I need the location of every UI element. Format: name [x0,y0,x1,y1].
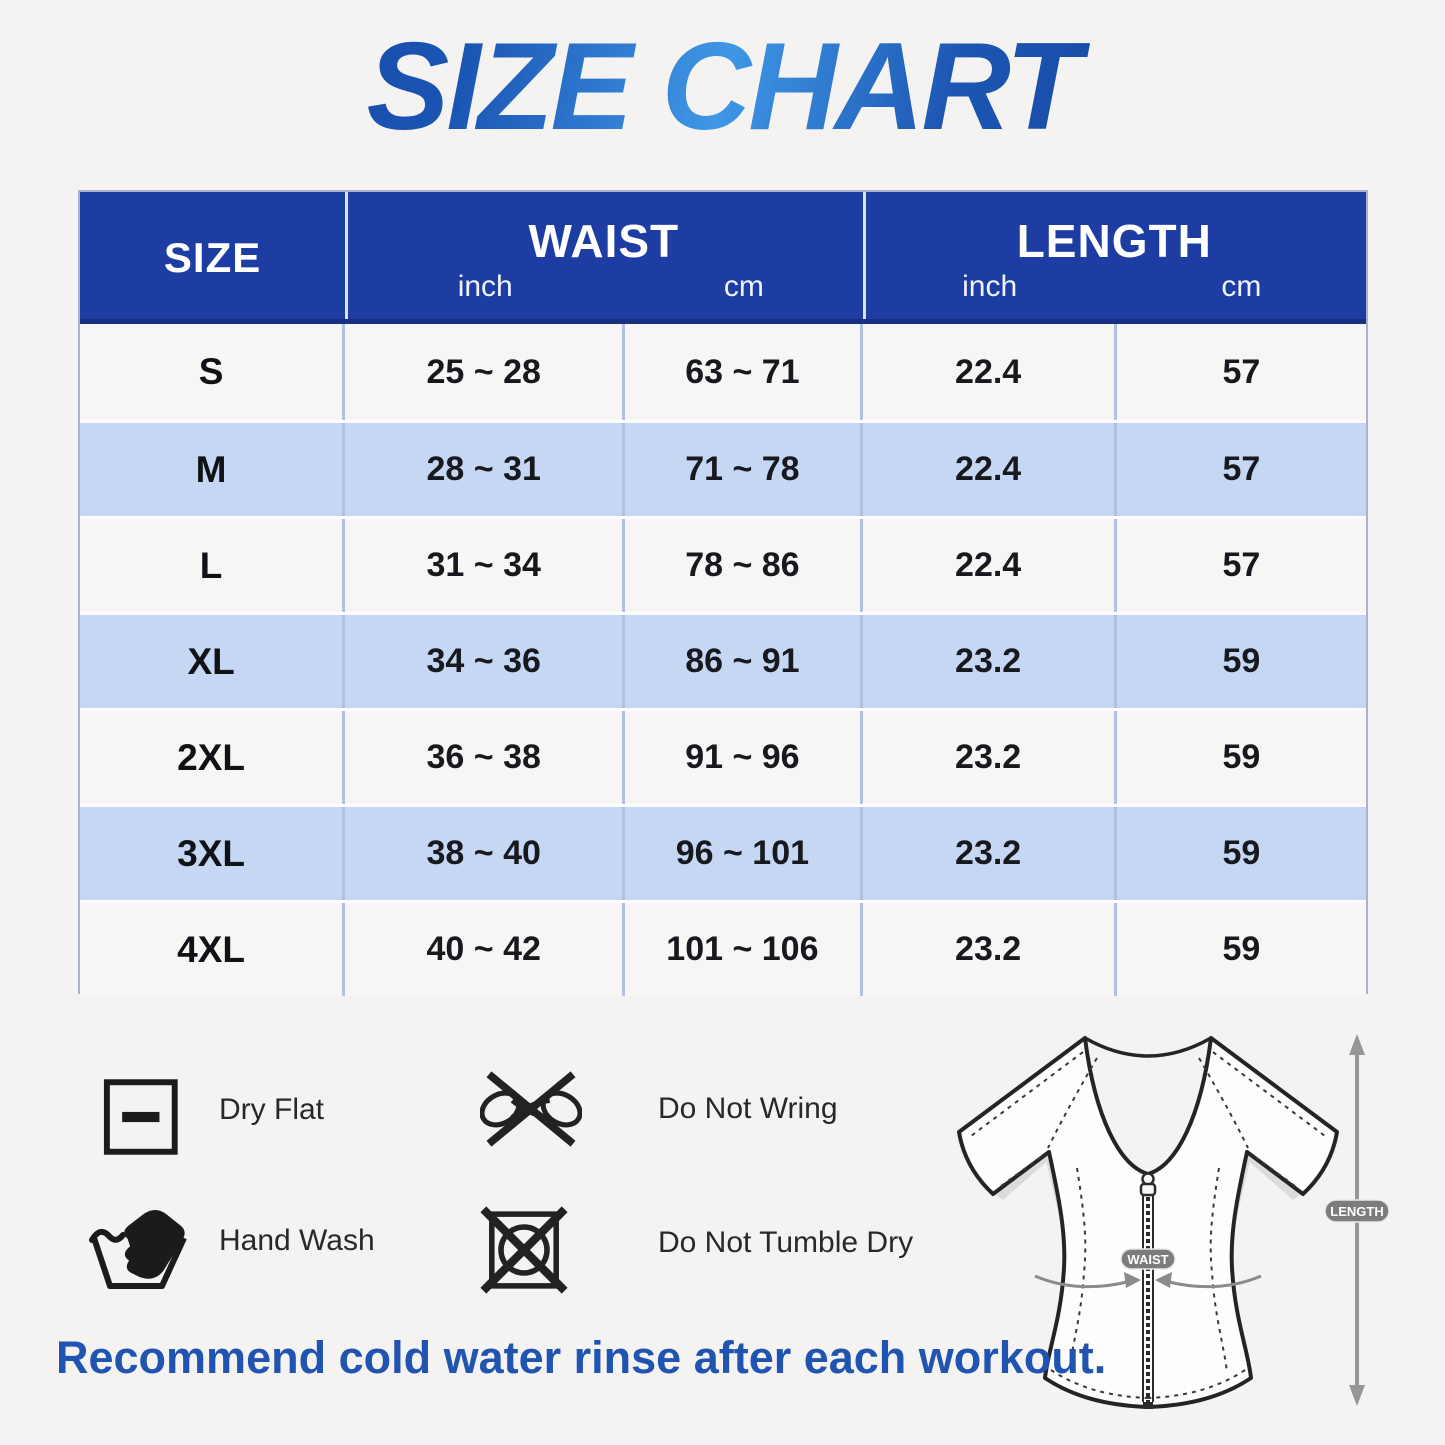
do-not-tumble-dry-icon [478,1204,570,1296]
length-cm-cell: 57 [1222,546,1261,584]
length-cm-cell: 57 [1222,352,1261,391]
care-label-do-not-wring: Do Not Wring [658,1092,838,1125]
care-label-dry-flat: Dry Flat [219,1093,324,1126]
length-inch-cell: 23.2 [863,711,1117,804]
page-title: SIZE CHART [0,16,1445,158]
length-inch-cell: 22.4 [863,324,1117,420]
header-length: LENGTH [1016,215,1212,267]
length-cm-cell: 59 [1222,834,1261,872]
size-cell: L [80,519,345,612]
hand-wash-icon [88,1194,192,1292]
table-row [80,516,1366,612]
waist-inch-cell: 31 ~ 34 [345,519,625,612]
size-cell: 4XL [80,903,345,996]
svg-text:WAIST: WAIST [1127,1252,1169,1267]
waist-cm-cell: 101 ~ 106 [625,903,862,996]
length-cm-cell: 59 [1222,642,1261,680]
waist-cm-cell: 86 ~ 91 [625,615,862,708]
length-cm-cell: 57 [1222,450,1261,488]
table-row [80,900,1366,996]
table-header [80,192,1366,324]
footer-note: Recommend cold water rinse after each workout. [56,1332,1107,1383]
length-inch-cell: 23.2 [863,903,1117,996]
table-row [80,420,1366,516]
waist-cm-cell: 96 ~ 101 [625,807,862,900]
table-row [80,324,1366,420]
length-inch-cell: 23.2 [863,807,1117,900]
waist-inch-cell: 36 ~ 38 [345,711,625,804]
table-row [80,804,1366,900]
care-label-hand-wash: Hand Wash [219,1224,375,1257]
length-cm-cell: 59 [1222,930,1261,968]
header-length-cm: cm [1221,270,1262,303]
svg-text:LENGTH: LENGTH [1330,1204,1384,1219]
size-cell: XL [80,615,345,708]
do-not-wring-icon [480,1066,582,1152]
waist-inch-cell: 40 ~ 42 [345,903,625,996]
waist-cm-cell: 91 ~ 96 [625,711,862,804]
length-pill [1325,1200,1389,1222]
care-label-do-not-tumble-dry: Do Not Tumble Dry [658,1226,914,1259]
waist-inch-cell: 34 ~ 36 [345,615,625,708]
length-inch-cell: 22.4 [863,519,1117,612]
header-size: SIZE [163,234,262,281]
waist-inch-cell: 28 ~ 31 [345,423,625,516]
dry-flat-icon [100,1078,185,1156]
size-cell: 2XL [80,711,345,804]
length-inch-cell: 23.2 [863,615,1117,708]
table-body [80,324,1366,996]
waist-cm-cell: 63 ~ 71 [625,324,862,420]
header-waist-inch: inch [457,270,513,303]
waist-inch-cell: 38 ~ 40 [345,807,625,900]
size-cell: M [80,423,345,516]
table-row [80,708,1366,804]
size-cell: S [80,324,345,420]
header-length-inch: inch [962,270,1018,303]
waist-cm-cell: 71 ~ 78 [625,423,862,516]
length-inch-cell: 22.4 [863,423,1117,516]
waist-pill [1121,1249,1175,1269]
waist-cm-cell: 78 ~ 86 [625,519,862,612]
waist-inch-cell: 25 ~ 28 [345,324,625,420]
back-neckline [1085,1038,1211,1056]
size-cell: 3XL [80,807,345,900]
size-table [78,190,1368,994]
header-waist: WAIST [528,215,680,267]
table-row [80,612,1366,708]
length-cm-cell: 59 [1222,738,1261,776]
header-waist-cm: cm [723,270,764,303]
